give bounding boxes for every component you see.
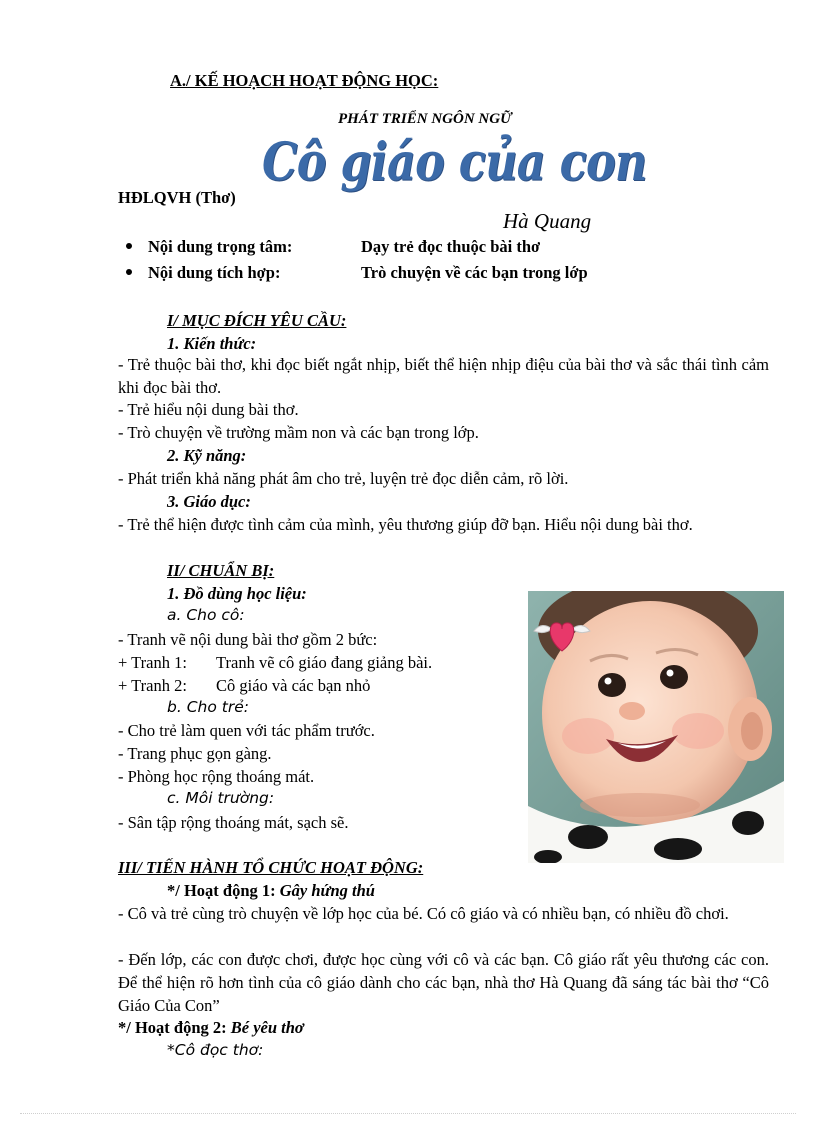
bullet-icon <box>126 269 132 275</box>
section-title: A./ KẾ HOẠCH HOẠT ĐỘNG HỌC: <box>170 71 439 90</box>
activity-2-label: */ Hoạt động 2: <box>118 1018 231 1037</box>
picture-2-value: Cô giáo và các bạn nhỏ <box>216 676 371 695</box>
knowledge-item-3: - Trò chuyện về trường mầm non và các bạn trong lớp. <box>118 423 479 442</box>
section-2-title: II/ CHUẨN BỊ: <box>167 561 275 580</box>
children-item-2: - Trang phục gọn gàng. <box>118 744 272 763</box>
integrated-content-value: Trò chuyện về các bạn trong lớp <box>361 263 588 282</box>
knowledge-title: 1. Kiến thức: <box>167 334 257 353</box>
activity-2-name: Bé yêu thơ <box>230 1018 304 1037</box>
activity-1-heading <box>167 879 375 902</box>
subject-title: PHÁT TRIỂN NGÔN NGỮ <box>338 111 512 127</box>
baby-photo <box>528 591 784 863</box>
education-item-1: - Trẻ thể hiện được tình cảm của mình, yêu thương giúp đỡ bạn. Hiểu nội dung bài thơ. <box>118 515 693 534</box>
skills-title: 2. Kỹ năng: <box>167 446 247 465</box>
bullet-icon <box>126 243 132 249</box>
picture-1-label: + Tranh 1: <box>118 653 187 672</box>
picture-2-label: + Tranh 2: <box>118 676 187 695</box>
activity-2-subheading: *Cô đọc thơ: <box>167 1041 264 1059</box>
activity-1-paragraph-1: - Cô và trẻ cùng trò chuyện về lớp học của bé. Có cô giáo và có nhiều bạn, có nhiều đồ chơi. <box>118 904 729 923</box>
category-label: HĐLQVH (Thơ) <box>118 188 236 207</box>
poem-author: Hà Quang <box>503 209 592 233</box>
activity-1-label: */ Hoạt động 1: <box>167 881 280 900</box>
activity-1-name: Gây hứng thú <box>279 881 375 900</box>
core-content-value: Dạy trẻ đọc thuộc bài thơ <box>361 237 541 256</box>
teacher-item-1: - Tranh vẽ nội dung bài thơ gồm 2 bức: <box>118 630 378 649</box>
activity-1-paragraph-2: - Đến lớp, các con được chơi, được học cùng với cô và các bạn. Cô giáo rất yêu thương các con. Để thể hiện rõ hơn tình của cô giáo dành cho các bạn, nhà thơ Hà Quang đã sáng tác bài thơ “Cô Giáo Của Con” <box>118 950 769 1015</box>
integrated-content-label: Nội dung tích hợp: <box>148 263 281 282</box>
activity-2-heading <box>118 1016 304 1039</box>
core-content-label: Nội dung trọng tâm: <box>148 237 293 256</box>
picture-1-value: Tranh vẽ cô giáo đang giảng bài. <box>216 653 433 672</box>
environment-item-1: - Sân tập rộng thoáng mát, sạch sẽ. <box>118 813 349 832</box>
page-footer-divider <box>20 1113 796 1114</box>
knowledge-item-2: - Trẻ hiểu nội dung bài thơ. <box>118 400 299 419</box>
children-item-3: - Phòng học rộng thoáng mát. <box>118 767 315 786</box>
education-title: 3. Giáo dục: <box>167 492 251 511</box>
section-3-title: III/ TIẾN HÀNH TỔ CHỨC HOẠT ĐỘNG: <box>118 858 424 877</box>
baby-illustration <box>528 591 784 863</box>
skills-item-1: - Phát triển khả năng phát âm cho trẻ, luyện trẻ đọc diễn cảm, rõ lời. <box>118 469 569 488</box>
materials-title: 1. Đồ dùng học liệu: <box>167 584 307 603</box>
knowledge-item-1: - Trẻ thuộc bài thơ, khi đọc biết ngắt nhịp, biết thể hiện nhịp điệu của bài thơ và sắc thái tình cảm khi đọc bài thơ. <box>118 355 769 397</box>
environment-label: c. Môi trường: <box>167 789 275 807</box>
teacher-label: a. Cho cô: <box>167 606 245 624</box>
poem-title: Cô giáo của con <box>262 132 647 193</box>
children-label: b. Cho trẻ: <box>167 698 249 716</box>
children-item-1: - Cho trẻ làm quen với tác phẩm trước. <box>118 721 375 740</box>
section-1-title: I/ MỤC ĐÍCH YÊU CẦU: <box>167 311 347 330</box>
